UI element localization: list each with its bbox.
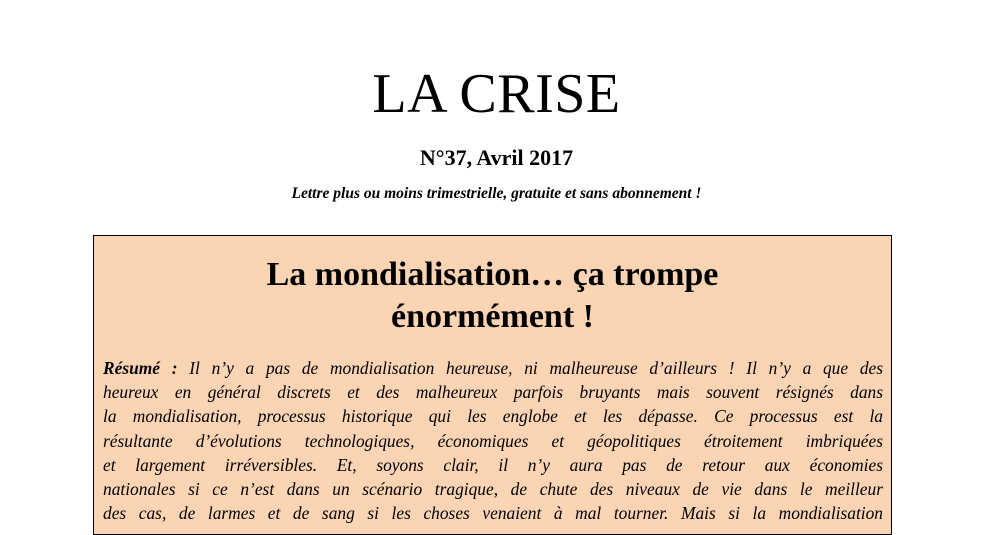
summary-line-1-text: Il n’y a pas de mondialisation heureuse, ni malheureuse d’ailleurs ! Il n’y a que des xyxy=(177,358,883,378)
summary-line-3: la mondialisation, processus historique qui les englobe et les dépasse. Ce processus est la xyxy=(103,406,883,427)
newsletter-title: LA CRISE xyxy=(372,63,621,125)
summary-line-1 xyxy=(103,356,883,380)
newsletter-tagline: Lettre plus ou moins trimestrielle, gratuite et sans abonnement ! xyxy=(291,185,702,202)
article-title-line-2: énormément ! xyxy=(391,298,594,335)
article-summary xyxy=(103,356,883,525)
summary-line-5: et largement irréversibles. Et, soyons clair, il n’y aura pas de retour aux économies xyxy=(103,454,883,475)
article-box xyxy=(93,235,892,535)
summary-line-6: nationales si ce n’est dans un scénario tragique, de chute des niveaux de vie dans le meilleur xyxy=(103,479,883,500)
issue-number-date: N°37, Avril 2017 xyxy=(419,145,574,170)
article-title-line-1: La mondialisation… ça trompe xyxy=(266,256,719,293)
summary-line-7: des cas, de larmes et de sang si les choses venaient à mal tourner. Mais si la mondialisation xyxy=(103,503,883,524)
summary-label: Résumé : xyxy=(103,358,178,378)
summary-line-2: heureux en général discrets et des malheureux parfois bruyants mais souvent résignés dans xyxy=(103,382,883,403)
article-title xyxy=(94,254,891,338)
summary-line-4: résultante d’évolutions technologiques, économiques et géopolitiques étroitement imbriquées xyxy=(103,430,883,451)
